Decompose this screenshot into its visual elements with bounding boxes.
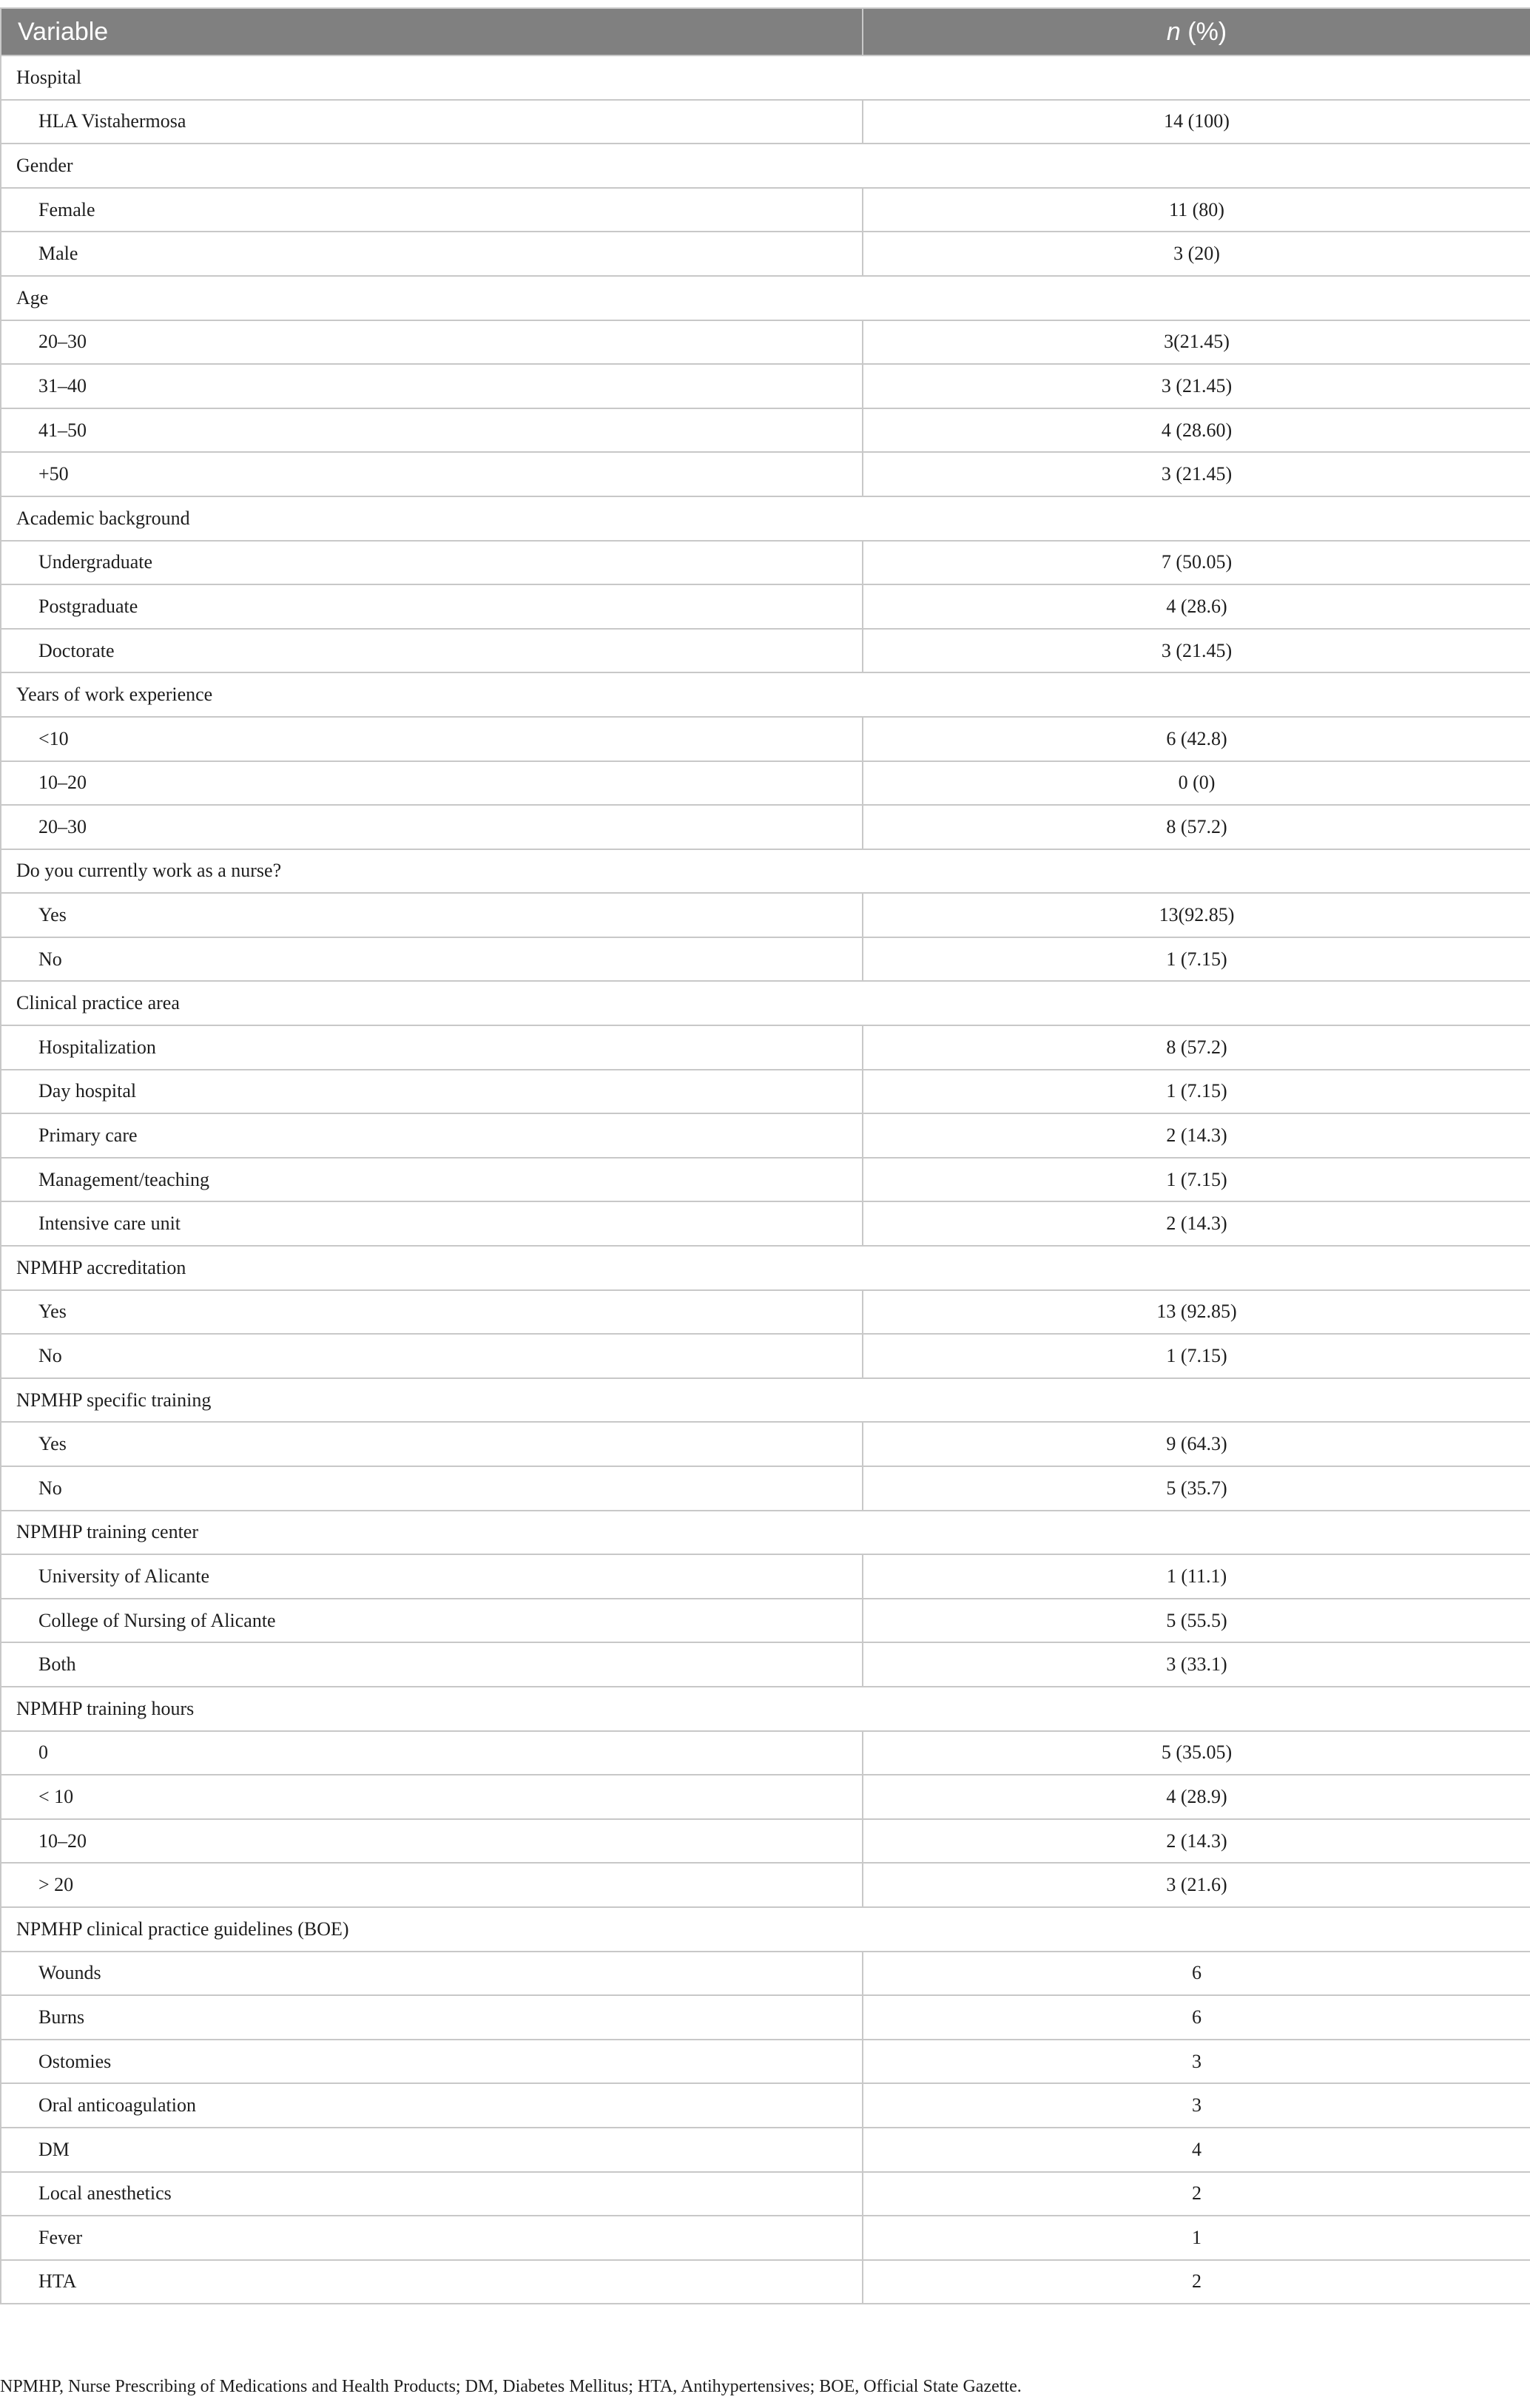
row-value: 1	[863, 2216, 1530, 2260]
row-label: < 10	[1, 1775, 863, 1819]
row-label: > 20	[1, 1863, 863, 1907]
row-label: Oral anticoagulation	[1, 2083, 863, 2128]
row-value: 9 (64.3)	[863, 1422, 1530, 1466]
group-label: Academic background	[1, 496, 1530, 541]
row-label: 20–30	[1, 805, 863, 849]
row-value: 3 (21.45)	[863, 364, 1530, 408]
table-group-row	[1, 849, 1530, 894]
table-row	[1, 1466, 1530, 1511]
row-value: 4 (28.60)	[863, 408, 1530, 453]
table-row	[1, 320, 1530, 365]
table-row	[1, 584, 1530, 629]
row-value: 11 (80)	[863, 188, 1530, 232]
table-row	[1, 1554, 1530, 1599]
row-value: 3	[863, 2040, 1530, 2084]
table-row	[1, 408, 1530, 453]
table-group-row	[1, 1907, 1530, 1952]
row-value: 3	[863, 2083, 1530, 2128]
group-label: Age	[1, 276, 1530, 320]
table-row	[1, 1642, 1530, 1687]
row-value: 7 (50.05)	[863, 541, 1530, 585]
table-row	[1, 541, 1530, 585]
row-label: Burns	[1, 1995, 863, 2040]
table-group-row	[1, 276, 1530, 320]
row-value: 4 (28.9)	[863, 1775, 1530, 1819]
row-label: Female	[1, 188, 863, 232]
row-label: Intensive care unit	[1, 1201, 863, 1246]
row-label: College of Nursing of Alicante	[1, 1599, 863, 1643]
table-footnote: NPMHP, Nurse Prescribing of Medications and Health Products; DM, Diabetes Mellitus; HTA, Antihypertensives; BOE, Official State Gazette.	[0, 2377, 1022, 2396]
header-row	[1, 8, 1530, 55]
group-label: Years of work experience	[1, 672, 1530, 717]
table-row	[1, 1775, 1530, 1819]
table-row	[1, 1863, 1530, 1907]
row-value: 14 (100)	[863, 100, 1530, 144]
header-n-italic: n	[1166, 17, 1181, 46]
row-value: 1 (11.1)	[863, 1554, 1530, 1599]
table-row	[1, 2083, 1530, 2128]
row-value: 2 (14.3)	[863, 1201, 1530, 1246]
row-value: 2 (14.3)	[863, 1113, 1530, 1158]
table-row	[1, 364, 1530, 408]
data-table	[0, 7, 1530, 2304]
row-label: Doctorate	[1, 629, 863, 673]
row-label: 10–20	[1, 761, 863, 806]
table-body	[1, 55, 1530, 2304]
table-row	[1, 1025, 1530, 1070]
table-group-row	[1, 144, 1530, 188]
row-label: No	[1, 937, 863, 982]
table-group-row	[1, 1511, 1530, 1555]
table-row	[1, 893, 1530, 937]
table-group-row	[1, 1246, 1530, 1290]
table-row	[1, 1158, 1530, 1202]
table-row	[1, 2172, 1530, 2216]
header-variable: Variable	[1, 8, 863, 55]
group-label: Clinical practice area	[1, 981, 1530, 1025]
row-value: 5 (35.7)	[863, 1466, 1530, 1511]
row-label: HTA	[1, 2260, 863, 2304]
table-group-row	[1, 981, 1530, 1025]
row-label: Male	[1, 232, 863, 276]
table-group-row	[1, 1378, 1530, 1423]
table-row	[1, 761, 1530, 806]
table-group-row	[1, 55, 1530, 100]
row-label: Management/teaching	[1, 1158, 863, 1202]
group-label: NPMHP specific training	[1, 1378, 1530, 1423]
row-label: No	[1, 1466, 863, 1511]
row-value: 13(92.85)	[863, 893, 1530, 937]
row-value: 8 (57.2)	[863, 1025, 1530, 1070]
row-value: 3 (33.1)	[863, 1642, 1530, 1687]
group-label: NPMHP accreditation	[1, 1246, 1530, 1290]
row-value: 4	[863, 2128, 1530, 2172]
group-label: NPMHP clinical practice guidelines (BOE)	[1, 1907, 1530, 1952]
row-label: 31–40	[1, 364, 863, 408]
row-value: 1 (7.15)	[863, 937, 1530, 982]
table-group-row	[1, 672, 1530, 717]
table-row	[1, 937, 1530, 982]
group-label: NPMHP training center	[1, 1511, 1530, 1555]
row-value: 2	[863, 2172, 1530, 2216]
table-row	[1, 1113, 1530, 1158]
row-label: Yes	[1, 893, 863, 937]
table-row	[1, 1995, 1530, 2040]
row-label: 0	[1, 1731, 863, 1775]
row-label: 20–30	[1, 320, 863, 365]
row-value: 5 (55.5)	[863, 1599, 1530, 1643]
row-value: 1 (7.15)	[863, 1334, 1530, 1378]
row-value: 0 (0)	[863, 761, 1530, 806]
row-label: Primary care	[1, 1113, 863, 1158]
row-value: 8 (57.2)	[863, 805, 1530, 849]
table-row	[1, 1819, 1530, 1864]
row-value: 6 (42.8)	[863, 717, 1530, 761]
row-label: Yes	[1, 1422, 863, 1466]
table-row	[1, 1334, 1530, 1378]
table-row	[1, 232, 1530, 276]
row-value: 1 (7.15)	[863, 1070, 1530, 1114]
table-row	[1, 717, 1530, 761]
row-label: 10–20	[1, 1819, 863, 1864]
row-label: Day hospital	[1, 1070, 863, 1114]
table-row	[1, 2260, 1530, 2304]
row-label: Local anesthetics	[1, 2172, 863, 2216]
row-value: 13 (92.85)	[863, 1290, 1530, 1335]
table-row	[1, 1070, 1530, 1114]
table-row	[1, 1290, 1530, 1335]
row-label: +50	[1, 452, 863, 496]
header-n-percent	[863, 8, 1530, 55]
row-label: Yes	[1, 1290, 863, 1335]
row-label: Wounds	[1, 1952, 863, 1996]
table-row	[1, 2040, 1530, 2084]
row-value: 5 (35.05)	[863, 1731, 1530, 1775]
row-label: Hospitalization	[1, 1025, 863, 1070]
row-value: 3 (20)	[863, 232, 1530, 276]
row-label: Fever	[1, 2216, 863, 2260]
table-row	[1, 1599, 1530, 1643]
row-label: Both	[1, 1642, 863, 1687]
header-percent: (%)	[1180, 17, 1227, 46]
row-label: HLA Vistahermosa	[1, 100, 863, 144]
group-label: Hospital	[1, 55, 1530, 100]
table-row	[1, 188, 1530, 232]
row-value: 2	[863, 2260, 1530, 2304]
table-row	[1, 805, 1530, 849]
group-label: Gender	[1, 144, 1530, 188]
table-row	[1, 629, 1530, 673]
row-value: 3 (21.45)	[863, 452, 1530, 496]
table-row	[1, 1422, 1530, 1466]
table-row	[1, 2128, 1530, 2172]
row-label: Postgraduate	[1, 584, 863, 629]
row-value: 3 (21.45)	[863, 629, 1530, 673]
table-header	[1, 8, 1530, 55]
table-row	[1, 1952, 1530, 1996]
table-row	[1, 1201, 1530, 1246]
table-group-row	[1, 496, 1530, 541]
row-value: 3 (21.6)	[863, 1863, 1530, 1907]
row-label: <10	[1, 717, 863, 761]
row-label: No	[1, 1334, 863, 1378]
row-value: 6	[863, 1995, 1530, 2040]
row-label: DM	[1, 2128, 863, 2172]
row-label: University of Alicante	[1, 1554, 863, 1599]
row-label: Undergraduate	[1, 541, 863, 585]
row-value: 4 (28.6)	[863, 584, 1530, 629]
row-value: 2 (14.3)	[863, 1819, 1530, 1864]
row-value: 1 (7.15)	[863, 1158, 1530, 1202]
row-label: 41–50	[1, 408, 863, 453]
row-value: 6	[863, 1952, 1530, 1996]
table-container	[0, 7, 1530, 2304]
table-row	[1, 452, 1530, 496]
table-row	[1, 100, 1530, 144]
table-group-row	[1, 1687, 1530, 1731]
table-row	[1, 2216, 1530, 2260]
row-label: Ostomies	[1, 2040, 863, 2084]
row-value: 3(21.45)	[863, 320, 1530, 365]
group-label: Do you currently work as a nurse?	[1, 849, 1530, 894]
group-label: NPMHP training hours	[1, 1687, 1530, 1731]
table-row	[1, 1731, 1530, 1775]
